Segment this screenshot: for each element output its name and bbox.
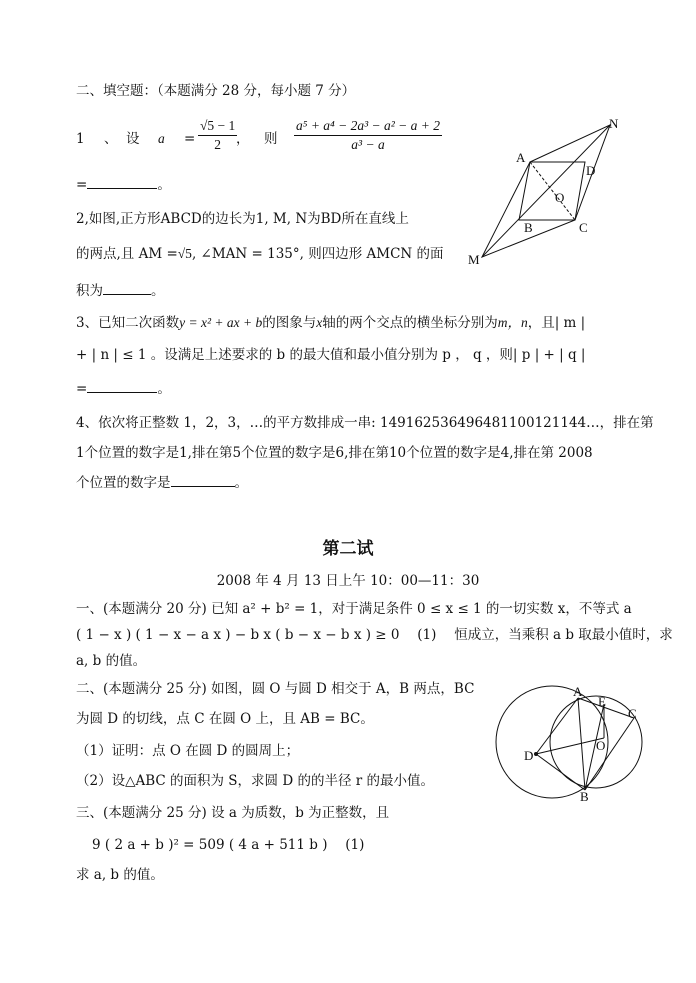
q3-line1-d: ，且| m | <box>527 315 586 331</box>
q3-func: y = x² + ax + b <box>179 315 263 330</box>
q3-mn: m，n <box>497 315 528 330</box>
fig2-label-a: A <box>573 684 583 699</box>
fig2-label-c: C <box>628 706 637 721</box>
q2-line3 <box>76 282 165 300</box>
p1-line2: ( 1 − x ) ( 1 − x − a x ) − b x ( b − x − b x ) ≥ 0 (1) 恒成立，当乘积 a b 取最小值时，求 <box>76 627 673 643</box>
q1-fraction <box>196 117 239 154</box>
q1-number: 1 <box>76 131 85 147</box>
q3-xvar: x <box>316 315 323 330</box>
fig1-label-o: O <box>555 190 565 205</box>
q1-big-den: a³ − a <box>351 137 385 152</box>
fig1-label-c: C <box>579 220 588 235</box>
q2-line2 <box>76 245 444 263</box>
p3-line2: 9 ( 2 a + b )² = 509 ( 4 a + 511 b ) (1) <box>92 837 365 853</box>
q1-frac-num: √5 − 1 <box>198 117 237 136</box>
q1-sep: 、 <box>104 131 118 147</box>
q1-answer-line <box>76 176 171 194</box>
q2-answer-blank[interactable] <box>103 282 151 295</box>
q4-line3-end: 。 <box>234 475 248 491</box>
q2-line2-b: , ∠MAN = 135°, 则四边形 AMCN 的面 <box>191 246 444 262</box>
fig2-line-db <box>536 754 585 790</box>
q1-answer-blank[interactable] <box>87 176 157 189</box>
q3-line2: + | n | ≤ 1 。设满足上述要求的 b 的最大值和最小值分别为 p ， q ，则| p | + | q | <box>76 347 586 363</box>
q1-answer-suffix: 。 <box>157 177 171 193</box>
part2-date: 2008 年 4 月 13 日上午 10：00—11：30 <box>216 573 480 589</box>
q1-ze: 则 <box>264 131 278 147</box>
figure-square-rhombus <box>462 112 630 270</box>
q1-answer-prefix: = <box>76 177 88 193</box>
p1-line1: 一、(本题满分 20 分) 已知 a² + b² = 1，对于满足条件 0 ≤ x ≤ 1 的一切实数 x，不等式 a <box>76 601 632 617</box>
q2-line3-text: 积为 <box>76 283 103 299</box>
q3-line3-a: = <box>76 381 88 397</box>
fig1-diagonal-bd <box>482 125 610 257</box>
fig2-line-ac <box>578 698 634 718</box>
fig1-diagonal-ac <box>530 162 575 220</box>
p2-line3: （1）证明：点 O 在圆 D 的圆周上； <box>76 743 300 759</box>
q3-line1-c: 轴的两个交点的横坐标分别为 <box>322 315 498 331</box>
q2-line2-a: 的两点,且 AM = <box>76 246 178 262</box>
fig1-label-m: M <box>468 252 480 267</box>
fig2-label-d: D <box>524 748 534 763</box>
q3-answer-blank[interactable] <box>87 380 157 393</box>
q1-big-fraction <box>292 117 444 154</box>
q4-line3 <box>76 474 248 492</box>
fig1-label-a: A <box>516 150 526 165</box>
figure-intersecting-circles <box>488 684 648 802</box>
q4-line2: 1个位置的数字是1,排在第5个位置的数字是6,排在第10个位置的数字是4,排在第 2008 <box>76 445 593 461</box>
q1-var: a <box>158 131 165 146</box>
fig1-label-n: N <box>609 116 619 131</box>
p1-line3: a, b 的值。 <box>76 653 147 669</box>
fig2-label-e: E <box>598 694 606 709</box>
q3-line3 <box>76 380 171 398</box>
p3-line3: 求 a, b 的值。 <box>76 867 164 883</box>
p2-line4: （2）设△ABC 的面积为 S，求圆 D 的的半径 r 的最小值。 <box>76 773 434 789</box>
section-header: 二、填空题：（本题满分 28 分，每小题 7 分） <box>76 83 356 99</box>
q1-comma: ， <box>236 131 250 147</box>
fig2-center-d <box>534 752 538 756</box>
q3-line3-end: 。 <box>157 381 171 397</box>
fig2-label-b: B <box>580 789 589 802</box>
q1-big-num: a⁵ + a⁴ − 2a³ − a² − a + 2 <box>294 117 442 136</box>
q1-frac-den: 2 <box>214 137 222 152</box>
p3-line1: 三、(本题满分 25 分) 设 a 为质数，b 为正整数，且 <box>76 805 390 821</box>
q1-eq: = <box>184 131 196 147</box>
q2-line1: 2,如图,正方形ABCD的边长为1, M, N为BD所在直线上 <box>76 211 409 227</box>
q2-line3-end: 。 <box>151 283 165 299</box>
fig1-label-b: B <box>524 220 533 235</box>
p2-line1: 二、(本题满分 25 分) 如图，圆 O 与圆 D 相交于 A，B 两点，BC <box>76 681 475 697</box>
fig1-label-d: D <box>586 163 596 178</box>
part2-title: 第二试 <box>322 539 374 559</box>
q4-answer-blank[interactable] <box>171 474 235 487</box>
q4-line1: 4、依次将正整数 1，2，3，…的平方数排成一串: 1491625364964811001211​44…，排在第 <box>76 415 654 431</box>
q3-line1-a: 3、已知二次函数 <box>76 315 180 331</box>
q3-line1 <box>76 314 585 332</box>
q4-line3-text: 个位置的数字是 <box>76 475 171 491</box>
q3-line1-b: 的图象与 <box>262 315 317 331</box>
fig2-label-o: O <box>596 738 606 753</box>
fig2-line-bc <box>585 718 634 790</box>
q1-she: 设 <box>126 131 140 147</box>
q2-sqrt5: √5 <box>177 246 192 261</box>
p2-line2: 为圆 D 的切线，点 C 在圆 O 上，且 AB = BC。 <box>76 711 374 727</box>
